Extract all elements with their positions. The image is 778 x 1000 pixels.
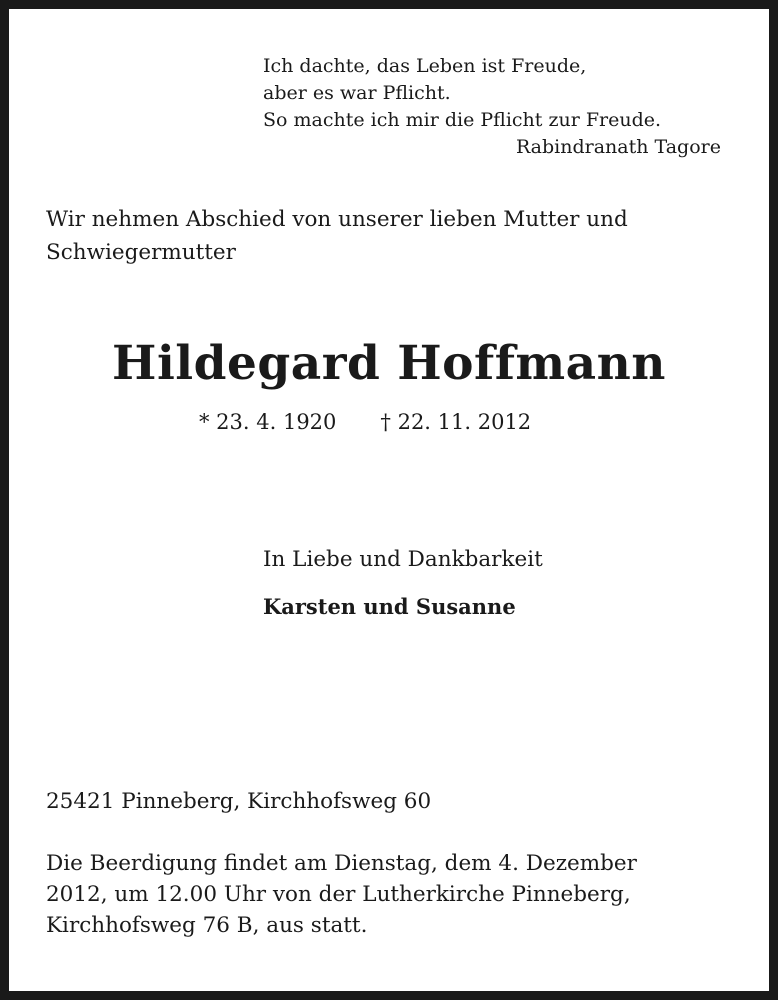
mourning-phrase: In Liebe und Dankbarkeit	[263, 547, 543, 572]
funeral-line: Kirchhofsweg 76 B, aus statt.	[46, 913, 368, 938]
deceased-name: Hildegard Hoffmann	[112, 336, 666, 391]
funeral-line: Die Beerdigung findet am Dienstag, dem 4. Dezember	[46, 851, 637, 876]
farewell-text	[46, 203, 746, 269]
farewell-line: Schwiegermutter	[46, 240, 236, 265]
funeral-info	[46, 848, 766, 941]
life-dates	[199, 407, 531, 437]
mourner-names: Karsten und Susanne	[263, 594, 516, 619]
quote-author: Rabindranath Tagore	[515, 136, 721, 158]
death-date: † 22. 11. 2012	[380, 410, 532, 434]
family-address: 25421 Pinneberg, Kirchhofsweg 60	[46, 789, 432, 814]
quote-line: aber es war Pflicht.	[263, 82, 451, 104]
epigraph-quote	[263, 53, 721, 161]
farewell-line: Wir nehmen Abschied von unserer lieben Mutter und	[46, 207, 628, 232]
quote-line: So machte ich mir die Pflicht zur Freude.	[263, 109, 662, 131]
funeral-line: 2012, um 12.00 Uhr von der Lutherkirche Pinneberg,	[46, 882, 631, 907]
birth-date: * 23. 4. 1920	[199, 410, 337, 434]
quote-line: Ich dachte, das Leben ist Freude,	[263, 55, 587, 77]
